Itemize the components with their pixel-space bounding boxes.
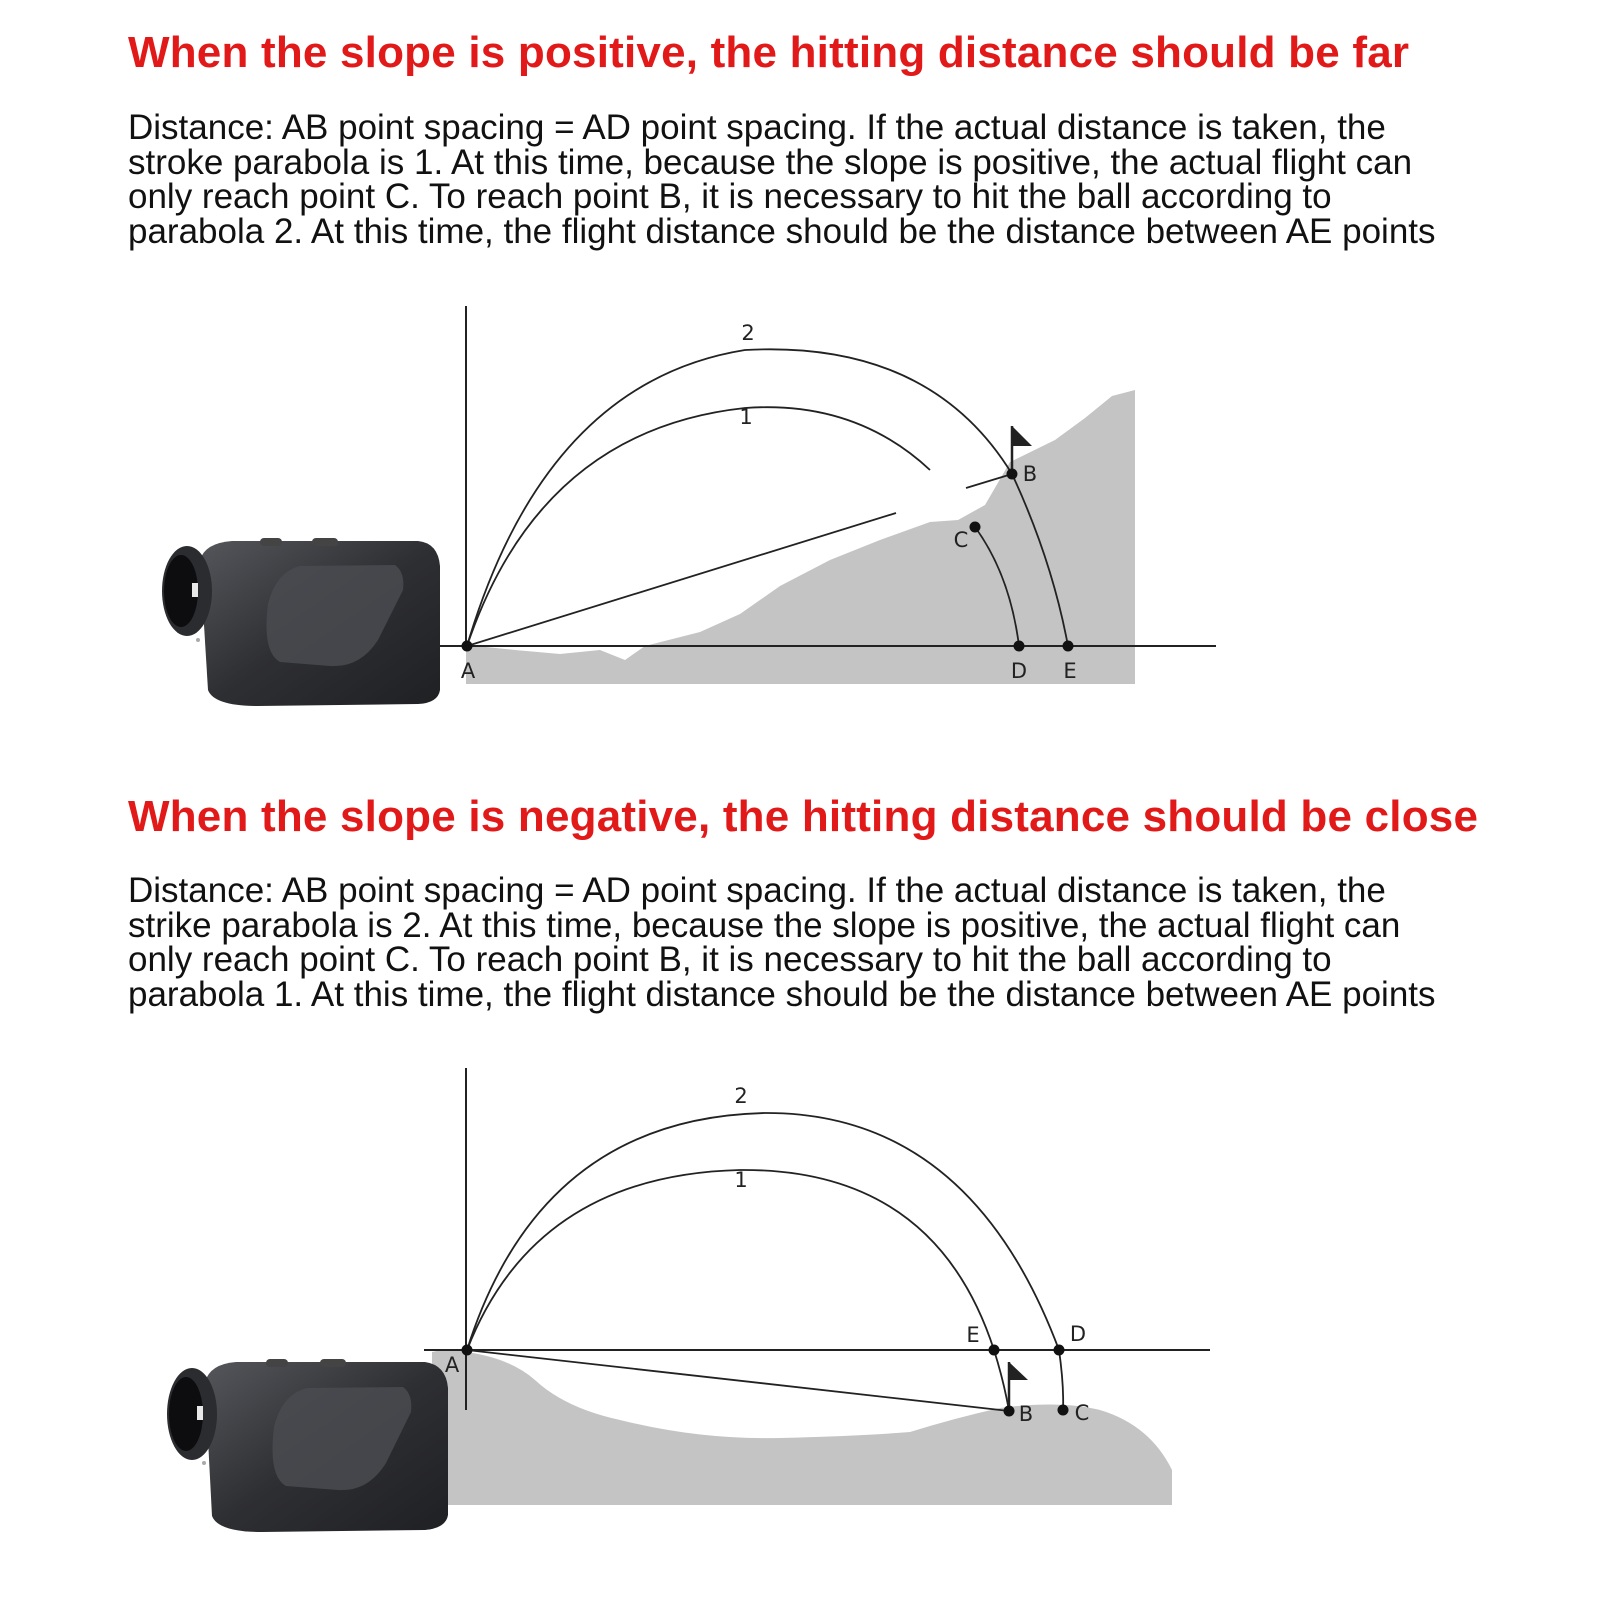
point-d [1014, 641, 1025, 652]
heading-negative-slope: When the slope is negative, the hitting distance should be close [128, 792, 1479, 841]
label-d: D [1069, 1322, 1087, 1346]
heading-positive-slope: When the slope is positive, the hitting distance should be far [128, 28, 1410, 77]
parabola-1 [467, 1170, 994, 1350]
label-curve-1: 1 [734, 1168, 748, 1192]
parabola-2 [467, 1113, 1059, 1350]
label-b: B [1018, 1402, 1034, 1426]
parabola-2-descent [1059, 1350, 1063, 1410]
label-a: A [444, 1353, 460, 1377]
point-a [462, 641, 473, 652]
paragraph-positive-slope: Distance: AB point spacing = AD point spacing. If the actual distance is taken, the stroke parabola is 1. At this time, because the slope is positive, the actual flight can only reach point C. To reach point B, it is necessary to hit the ball according to parabola 2. At this time, the flight distance should be the distance between AE points [128, 108, 1436, 251]
section-positive-slope [0, 0, 1601, 780]
label-c: C [953, 528, 969, 552]
parabola-1-descent [994, 1350, 1009, 1411]
terrain [466, 390, 1135, 684]
paragraph-negative-slope: Distance: AB point spacing = AD point spacing. If the actual distance is taken, the strike parabola is 2. At this time, because the slope is positive, the actual flight can only reach point C. To reach point B, it is necessary to hit the ball according to parabola 1. At this time, the flight distance should be the distance between AE points [128, 871, 1436, 1014]
section-negative-slope [0, 780, 1601, 1601]
point-d [1054, 1345, 1065, 1356]
label-c: C [1074, 1401, 1090, 1425]
label-e: E [966, 1323, 980, 1347]
label-b: B [1022, 462, 1038, 486]
point-a [462, 1345, 473, 1356]
diagram-positive-slope [0, 295, 1601, 815]
point-c [970, 522, 981, 533]
label-curve-1: 1 [739, 405, 753, 429]
rangefinder-device [162, 538, 440, 706]
point-e [1063, 641, 1074, 652]
label-curve-2: 2 [741, 321, 755, 345]
point-c [1058, 1405, 1069, 1416]
point-b [1007, 469, 1018, 480]
label-d: D [1010, 659, 1028, 683]
point-b [1004, 1406, 1015, 1417]
label-a: A [460, 659, 476, 683]
diagram-negative-slope [0, 1055, 1601, 1575]
rangefinder-device [167, 1359, 448, 1532]
point-e [989, 1345, 1000, 1356]
label-e: E [1063, 659, 1077, 683]
label-curve-2: 2 [734, 1084, 748, 1108]
